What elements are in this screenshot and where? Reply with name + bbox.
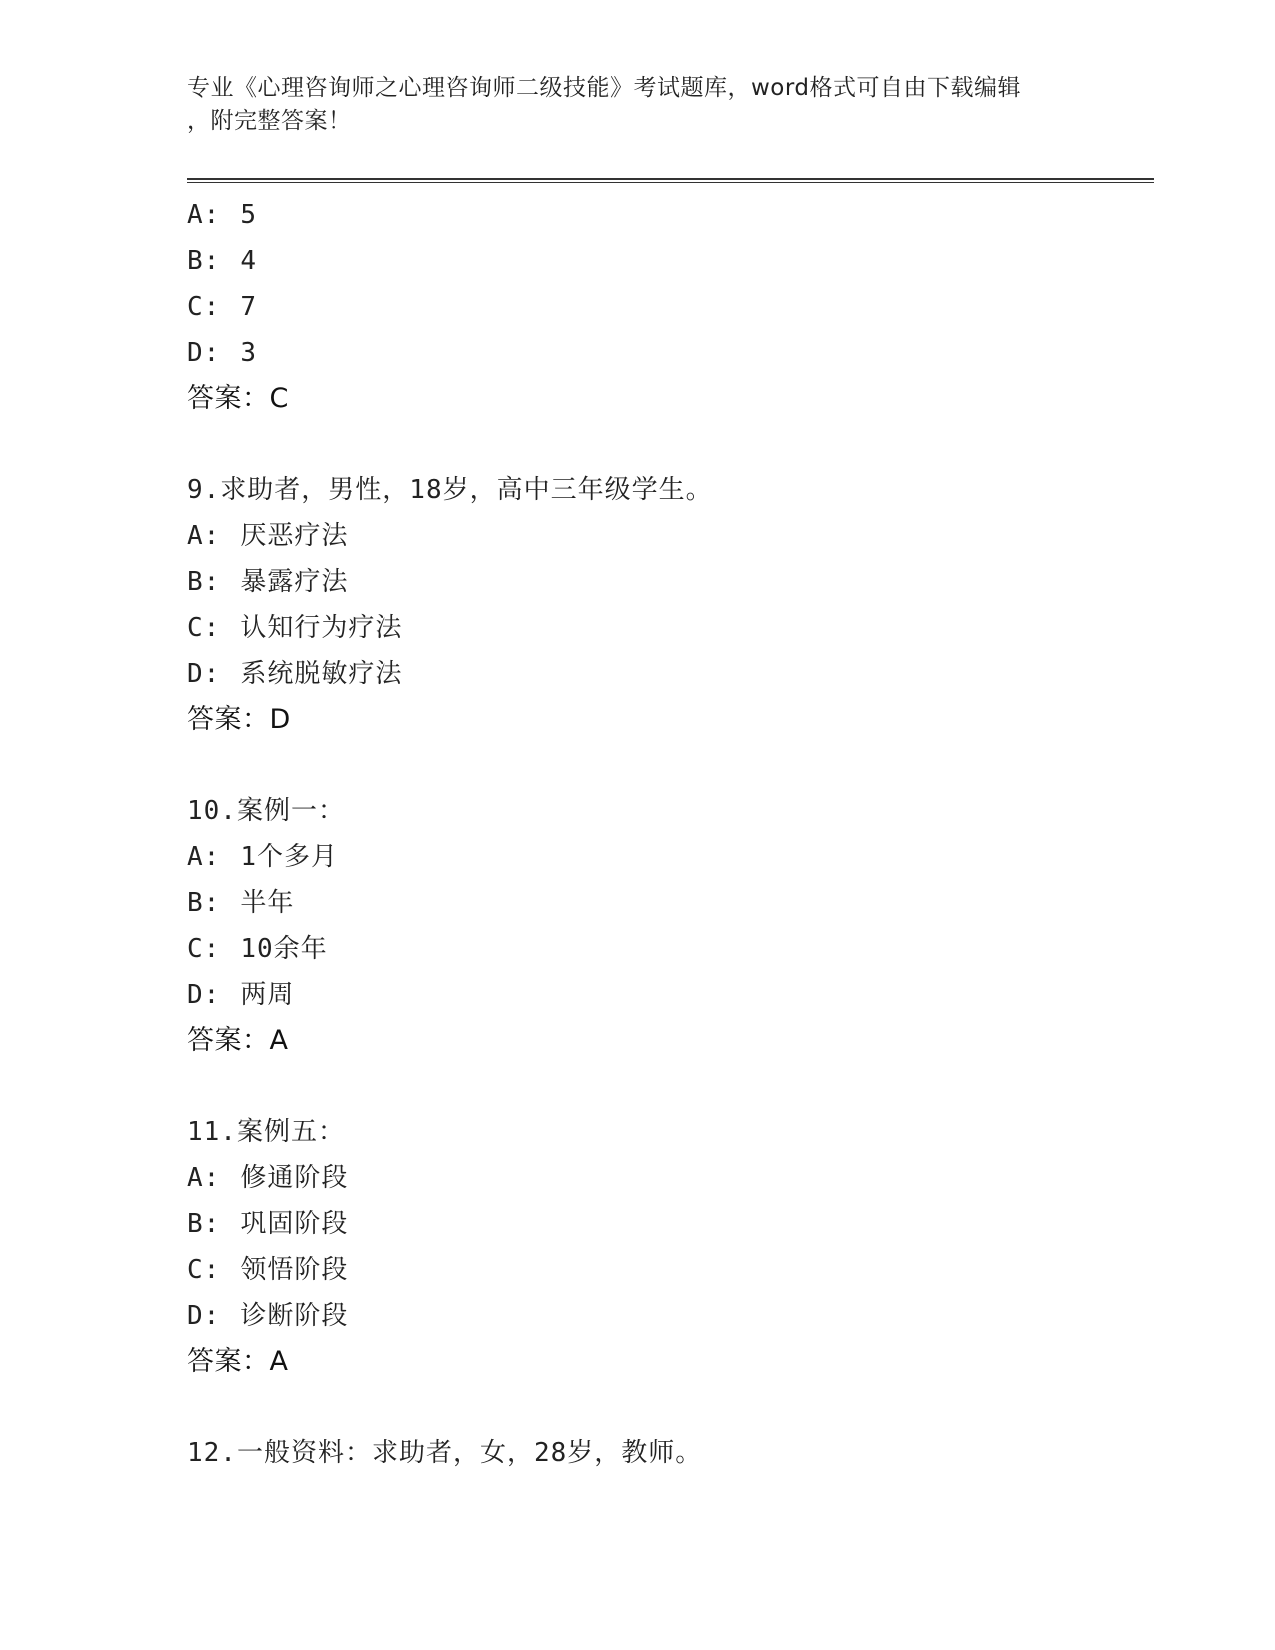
- option-b: B: 巩固阶段: [187, 1209, 349, 1239]
- question-stem: 9.求助者，男性，18岁，高中三年级学生。: [187, 475, 713, 505]
- option-c: C: 认知行为疗法: [187, 613, 403, 643]
- answer-line: 答案：A: [187, 1025, 289, 1056]
- option-b: B: 暴露疗法: [187, 567, 349, 597]
- option-b: B: 4: [187, 246, 257, 276]
- header-divider: [187, 178, 1154, 183]
- option-b: B: 半年: [187, 888, 295, 918]
- answer-line: 答案：C: [187, 383, 289, 414]
- question-stem: 12.一般资料：求助者，女，28岁，教师。: [187, 1438, 703, 1468]
- option-a: A: 修通阶段: [187, 1163, 349, 1193]
- question-10: [187, 788, 1147, 1064]
- option-d: D: 两周: [187, 980, 295, 1010]
- option-a: A: 1个多月: [187, 842, 338, 872]
- question-11: [187, 1109, 1147, 1385]
- document-header: [187, 72, 1087, 138]
- question-8: [187, 192, 1147, 422]
- answer-line: 答案：A: [187, 1346, 289, 1377]
- header-title-line-1: 专业《心理咨询师之心理咨询师二级技能》考试题库，word格式可自由下载编辑: [187, 75, 1022, 101]
- question-stem: 11.案例五：: [187, 1117, 345, 1147]
- option-a: A: 5: [187, 200, 257, 230]
- header-title-line-2: ，附完整答案！: [187, 108, 352, 134]
- question-12: [187, 1430, 1147, 1476]
- option-c: C: 领悟阶段: [187, 1255, 349, 1285]
- question-list: [187, 192, 1147, 1476]
- option-d: D: 诊断阶段: [187, 1301, 349, 1331]
- option-d: D: 3: [187, 338, 257, 368]
- option-a: A: 厌恶疗法: [187, 521, 349, 551]
- option-c: C: 7: [187, 292, 257, 322]
- option-c: C: 10余年: [187, 934, 328, 964]
- option-d: D: 系统脱敏疗法: [187, 659, 403, 689]
- question-9: [187, 467, 1147, 743]
- question-stem: 10.案例一：: [187, 796, 345, 826]
- answer-line: 答案：D: [187, 704, 291, 735]
